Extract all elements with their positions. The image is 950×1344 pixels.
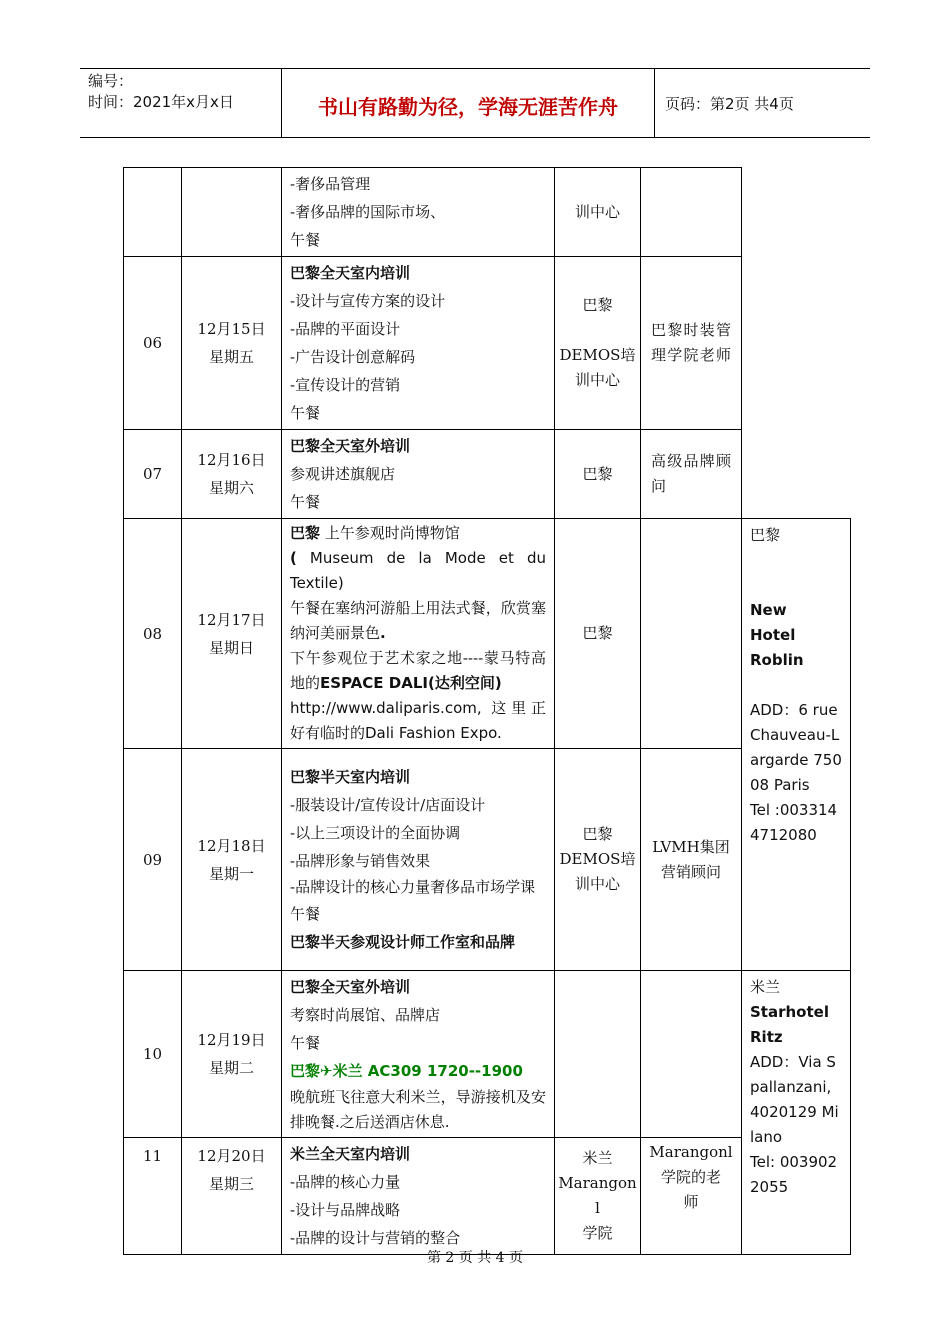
table-row <box>124 257 851 430</box>
table-row <box>124 971 851 1138</box>
hotel-city: 米兰 <box>750 978 781 996</box>
museum-text: Museum de la Mode et du Textile) <box>290 549 546 592</box>
flight-description: 晚航班飞往意大利米兰，导游接机及安排晚餐.之后送酒店休息. <box>290 1088 546 1131</box>
program-cell <box>282 749 555 971</box>
table-row <box>124 749 851 971</box>
program-line: 午餐 <box>290 905 321 923</box>
page-header <box>80 68 870 138</box>
program-cell <box>282 519 555 749</box>
url-after-text: 这里正好有临时的Dali Fashion Expo. <box>290 699 546 742</box>
date-cell <box>182 519 282 749</box>
time-label: 时间：2021年x月x日 <box>88 93 234 111</box>
lunch-text: 午餐在塞纳河游船上用法式餐，欣赏塞纳河美丽景色 <box>290 599 546 642</box>
espace-dali: ESPACE DALI(达利空间) <box>320 674 502 692</box>
location-line: 米兰 <box>582 1149 613 1167</box>
program-title: 巴黎半天参观设计师工作室和品牌 <box>290 933 516 951</box>
program-title: 巴黎半天室内培训 <box>290 768 411 786</box>
teacher-cell: 巴黎时装管理学院老师 <box>641 257 742 430</box>
program-line: 午餐 <box>290 1034 321 1052</box>
date: 12月17日 <box>197 610 266 629</box>
hotel-name: Ritz <box>750 1028 783 1046</box>
weekday: 星期三 <box>208 1175 254 1193</box>
program-title: 巴黎全天室外培训 <box>290 437 411 455</box>
hotel-cell-paris <box>742 519 851 971</box>
date: 12月18日 <box>197 836 266 855</box>
program-title: 米兰全天室内培训 <box>290 1145 411 1163</box>
program-cell <box>282 971 555 1138</box>
museum-name <box>290 546 546 596</box>
program-line: 午餐 <box>290 493 321 511</box>
hotel-address: ADD：6 rue Chauveau-Largarde 75008 Paris <box>750 701 842 794</box>
header-meta <box>88 71 283 113</box>
weekday: 星期日 <box>208 638 254 657</box>
location-cell: 训中心 <box>555 168 641 257</box>
date-cell <box>182 168 282 257</box>
weekday: 星期六 <box>208 479 254 497</box>
hotel-tel: Tel :0033144712080 <box>750 801 838 844</box>
paren: ( <box>290 549 297 567</box>
day-number: 07 <box>124 430 182 519</box>
hotel-address: ADD：Via Spallanzani, 4020129 Milano <box>750 1053 839 1146</box>
program-line: 午餐 <box>290 231 321 249</box>
city-label: 巴黎 <box>290 524 321 542</box>
teacher-cell <box>641 971 742 1138</box>
table-row <box>124 168 851 257</box>
program-title: 巴黎全天室内培训 <box>290 264 411 282</box>
program-title: 巴黎全天室外培训 <box>290 978 411 996</box>
schedule-table <box>123 167 851 1255</box>
location-line: 训中心 <box>574 875 620 893</box>
teacher-line: LVMH集团 <box>652 837 730 856</box>
page-number: 页码：第2页 共4页 <box>665 95 794 113</box>
dot: . <box>380 624 386 642</box>
afternoon-text: 下午参观位于艺术家之地----蒙马特高地的 <box>290 649 546 692</box>
weekday: 星期五 <box>208 348 254 366</box>
day-number-cell <box>124 168 182 257</box>
location-line: l <box>595 1199 600 1217</box>
hotel-name: Starhotel <box>750 1003 829 1021</box>
header-motto: 书山有路勤为径，学海无涯苦作舟 <box>318 95 618 119</box>
hotel-cell-empty <box>742 168 851 519</box>
day-number: 11 <box>124 1138 182 1255</box>
date: 12月15日 <box>197 320 266 338</box>
location-cell: 巴黎 <box>555 430 641 519</box>
program-line: -品牌的设计与营销的整合 <box>290 1229 461 1247</box>
table-row <box>124 519 851 749</box>
weekday: 星期二 <box>208 1059 254 1077</box>
location-line: Marangon <box>558 1174 637 1192</box>
location-line: DEMOS培 <box>559 850 636 868</box>
table-row <box>124 430 851 519</box>
date-cell <box>182 430 282 519</box>
program-line: 参观讲述旗舰店 <box>290 465 396 483</box>
date: 12月19日 <box>197 1031 266 1049</box>
date: 12月16日 <box>197 451 266 469</box>
location-line: 学院 <box>582 1224 613 1242</box>
program-cell <box>282 168 555 257</box>
date-cell <box>182 971 282 1138</box>
teacher-line: Marangonl <box>649 1143 733 1161</box>
location-line: 巴黎 <box>582 825 613 843</box>
hotel-name: Hotel <box>750 626 796 644</box>
program-line: 午餐 <box>290 404 321 422</box>
program-title <box>290 521 546 546</box>
date-cell <box>182 749 282 971</box>
location-cell <box>555 971 641 1138</box>
date-cell <box>182 257 282 430</box>
hotel-cell-milan <box>742 971 851 1255</box>
program-line: -设计与宣传方案的设计 <box>290 292 446 310</box>
location-line: DEMOS培 <box>559 346 636 364</box>
date: 12月20日 <box>197 1147 266 1165</box>
teacher-cell: 高级品牌顾问 <box>641 430 742 519</box>
program-cell <box>282 257 555 430</box>
teacher-cell <box>641 749 742 971</box>
hotel-name: Roblin <box>750 651 804 669</box>
flight-info: 巴黎✈米兰 AC309 1720--1900 <box>290 1062 523 1080</box>
teacher-cell <box>641 1138 742 1255</box>
location-line: 训中心 <box>574 371 620 389</box>
afternoon-line <box>290 646 546 696</box>
location-line: 巴黎 <box>582 296 613 314</box>
day-number: 09 <box>124 749 182 971</box>
url-line <box>290 696 546 746</box>
program-line: -品牌设计的核心力量奢侈品市场学课 <box>290 878 536 896</box>
location-cell <box>555 1138 641 1255</box>
teacher-line: 师 <box>683 1193 699 1211</box>
teacher-cell <box>641 519 742 749</box>
day-number: 06 <box>124 257 182 430</box>
header-divider <box>654 69 655 137</box>
weekday: 星期一 <box>208 864 254 883</box>
day-number: 10 <box>124 971 182 1138</box>
program-line: -品牌形象与销售效果 <box>290 852 431 870</box>
program-line: 上午参观时尚博物馆 <box>320 524 460 542</box>
program-line: -以上三项设计的全面协调 <box>290 824 461 842</box>
hotel-tel: Tel: 0039022055 <box>750 1153 838 1196</box>
program-line: -服装设计/宣传设计/店面设计 <box>290 796 486 814</box>
teacher-line: 营销顾问 <box>660 862 721 881</box>
hotel-name: New <box>750 601 787 619</box>
date-cell <box>182 1138 282 1255</box>
program-line: -广告设计创意解码 <box>290 348 416 366</box>
location-cell <box>555 257 641 430</box>
program-line: -宣传设计的营销 <box>290 376 401 394</box>
program-line: 考察时尚展馆、品牌店 <box>290 1006 441 1024</box>
location-cell <box>555 749 641 971</box>
program-cell <box>282 430 555 519</box>
location-cell: 巴黎 <box>555 519 641 749</box>
program-cell <box>282 1138 555 1255</box>
teacher-cell <box>641 168 742 257</box>
teacher-line: 学院的老 <box>660 1168 721 1186</box>
table-row <box>124 1138 851 1255</box>
hotel-city: 巴黎 <box>750 526 781 544</box>
program-line: -品牌的核心力量 <box>290 1173 401 1191</box>
website-link[interactable]: http://www.daliparis.com, <box>290 699 482 717</box>
program-line: -奢侈品管理 <box>290 175 371 193</box>
number-label: 编号： <box>88 72 134 90</box>
program-line: -品牌的平面设计 <box>290 320 401 338</box>
page-footer: 第 2 页 共 4 页 <box>426 1250 524 1266</box>
day-number: 08 <box>124 519 182 749</box>
program-line: -奢侈品牌的国际市场、 <box>290 203 446 221</box>
lunch-line <box>290 596 546 646</box>
program-line: -设计与品牌战略 <box>290 1201 401 1219</box>
